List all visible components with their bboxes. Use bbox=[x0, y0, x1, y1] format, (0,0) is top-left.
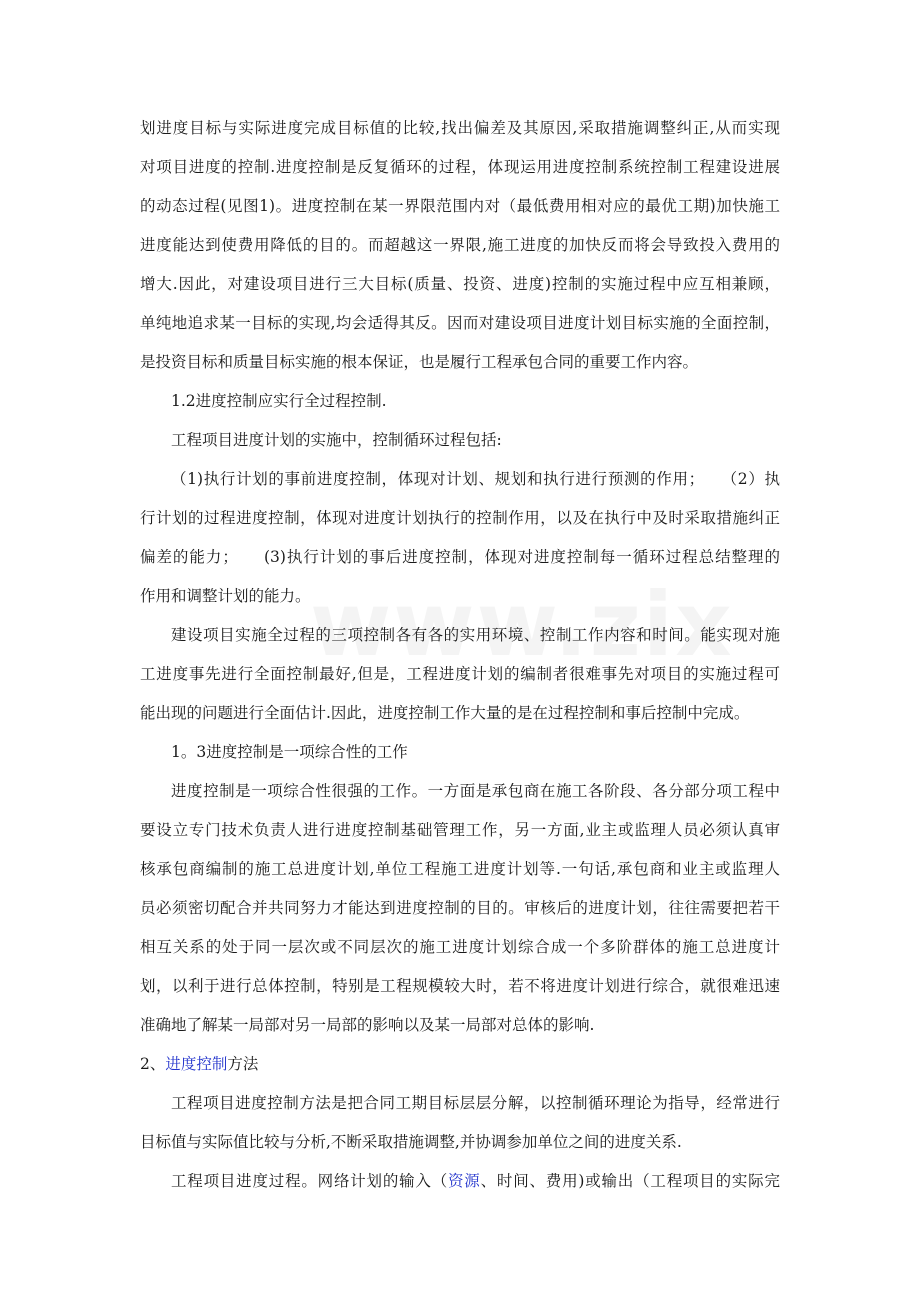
text-line: 是投资目标和质量目标实施的根本保证，也是履行工程承包合同的重要工作内容。 bbox=[140, 353, 699, 371]
text-line: 单纯地追求某一目标的实现,均会适得其反。因而对建设项目进度计划目标实施的全面控制， bbox=[140, 314, 780, 332]
text-line: 进度控制是一项综合性很强的工作。一方面是承包商在施工各阶段、各分部分项工程中 bbox=[171, 782, 780, 800]
text-line: 目标值与实际值比较与分析,不断采取措施调整,并协调参加单位之间的进度关系. bbox=[140, 1133, 682, 1151]
text-span: 、时间、费用)或输出（工程项目的实际完 bbox=[480, 1172, 780, 1190]
text-line: 员必须密切配合并共同努力才能达到进度控制的目的。审核后的进度计划，往往需要把若干 bbox=[140, 899, 780, 917]
text-line: 的动态过程(见图1)。进度控制在某一界限范围内对（最低费用相对应的最优工期)加快施工 bbox=[140, 197, 780, 215]
text-line: 工程项目进度计划的实施中，控制循环过程包括: bbox=[171, 431, 502, 449]
text-line bbox=[171, 1169, 780, 1193]
text-line: 作用和调整计划的能力。 bbox=[140, 587, 311, 605]
section-number: 2、 bbox=[140, 1055, 166, 1073]
resource-link[interactable]: 资源 bbox=[448, 1172, 481, 1190]
section-heading: 1.2进度控制应实行全过程控制. bbox=[171, 392, 387, 410]
text-line: 行计划的过程进度控制，体现对进度计划执行的控制作用，以及在执行中及时采取措施纠正 bbox=[140, 509, 780, 527]
section-heading: 1。3进度控制是一项综合性的工作 bbox=[171, 743, 408, 761]
text-line: 核承包商编制的施工总进度计划,单位工程施工进度计划等.一句话,承包商和业主或监理人 bbox=[140, 860, 780, 878]
text-line: 划进度目标与实际进度完成目标值的比较,找出偏差及其原因,采取措施调整纠正,从而实现 bbox=[140, 119, 780, 137]
text-line: 能出现的问题进行全面估计.因此，进度控制工作大量的是在过程控制和事后控制中完成。 bbox=[140, 704, 750, 722]
text-line: 相互关系的处于同一层次或不同层次的施工进度计划综合成一个多阶群体的施工总进度计 bbox=[140, 938, 780, 956]
section-heading bbox=[140, 1052, 780, 1076]
text-line: 进度能达到使费用降低的目的。而超越这一界限,施工进度的加快反而将会导致投入费用的 bbox=[140, 236, 780, 254]
text-line: （1)执行计划的事前进度控制，体现对计划、规划和执行进行预测的作用； （2）执 bbox=[171, 470, 780, 488]
text-line: 偏差的能力； (3)执行计划的事后进度控制，体现对进度控制每一循环过程总结整理的 bbox=[140, 548, 780, 566]
text-line: 增大.因此，对建设项目进行三大目标(质量、投资、进度)控制的实施过程中应互相兼顾， bbox=[140, 275, 780, 293]
text-span: 工程项目进度过程。网络计划的输入（ bbox=[171, 1172, 449, 1190]
text-line: 对项目进度的控制.进度控制是反复循环的过程，体现运用进度控制系统控制工程建设进展 bbox=[140, 158, 780, 176]
section-suffix: 方法 bbox=[227, 1055, 259, 1073]
section-link[interactable]: 进度控制 bbox=[165, 1055, 228, 1073]
text-line: 准确地了解某一局部对另一局部的影响以及某一局部对总体的影响. bbox=[140, 1016, 595, 1034]
text-line: 要设立专门技术负责人进行进度控制基础管理工作，另一方面,业主或监理人员必须认真审 bbox=[140, 821, 780, 839]
text-line: 工程项目进度控制方法是把合同工期目标层层分解，以控制循环理论为指导，经常进行 bbox=[171, 1094, 780, 1112]
text-line: 工进度事先进行全面控制最好,但是，工程进度计划的编制者很难事先对项目的实施过程可 bbox=[140, 665, 780, 683]
text-line: 建设项目实施全过程的三项控制各有各的实用环境、控制工作内容和时间。能实现对施 bbox=[171, 626, 780, 644]
text-line: 划，以利于进行总体控制，特别是工程规模较大时，若不将进度计划进行综合，就很难迅速 bbox=[140, 977, 780, 995]
